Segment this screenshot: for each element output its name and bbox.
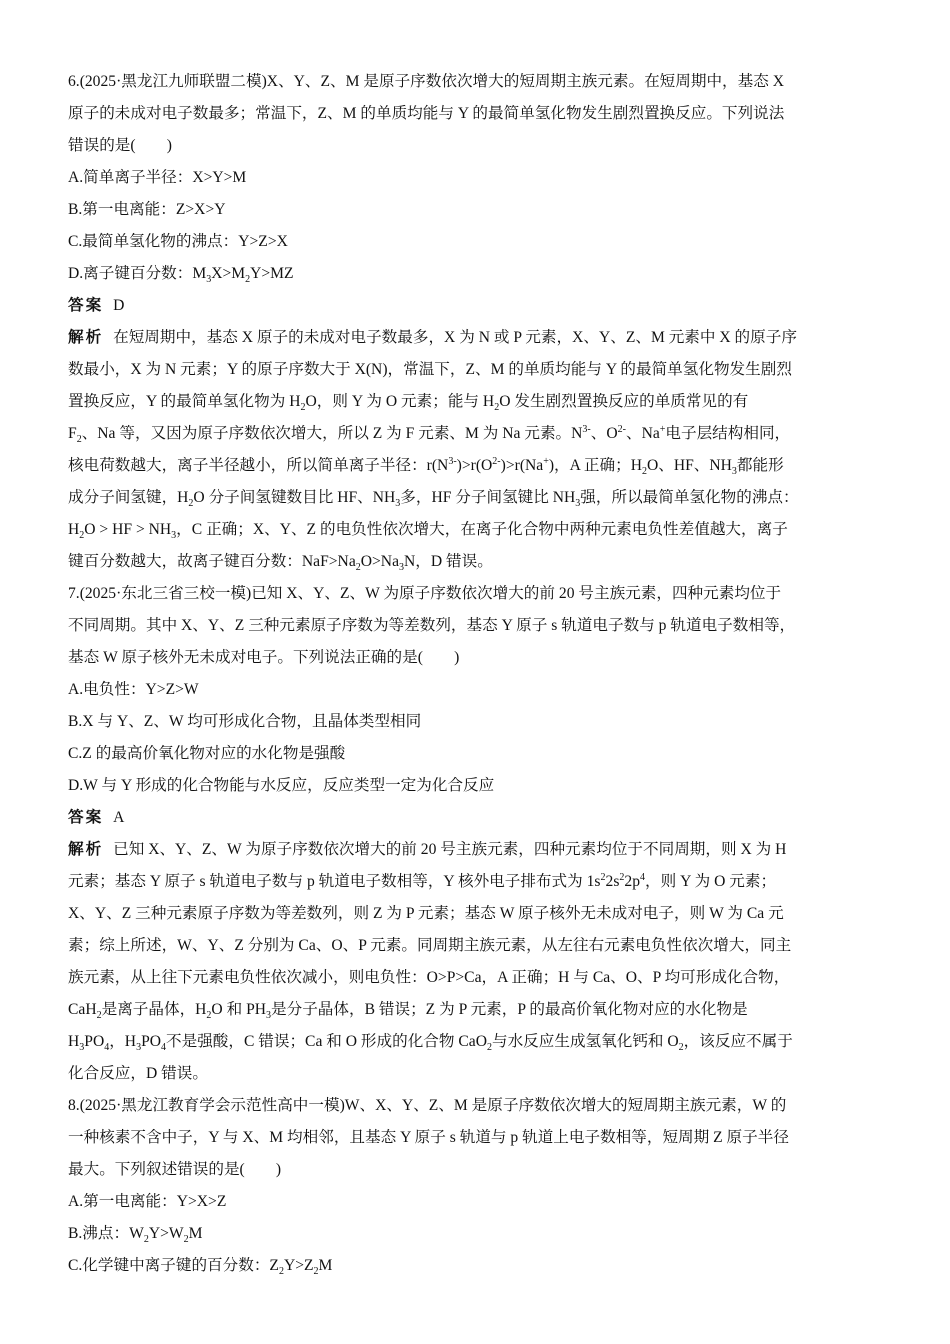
question-7-stem-line-3: 基态 W 原子核外无未成对电子。下列说法正确的是( ) bbox=[68, 649, 460, 666]
question-6-analysis-line-4: $F_2$、Na 等，又因为原子序数依次增大，所以 Z 为 F 元素、M 为 Na 元素。$N^{3-}$、$O^{2-}$、Na+电子层结构相同， bbox=[68, 423, 791, 446]
question-6-option-b: B.第一电离能：Z>X>Y bbox=[68, 201, 226, 218]
question-7-answer bbox=[68, 802, 886, 834]
question-6-analysis-line-3: 置换反应，Y 的最简单氢化物为 $H_2O$，则 Y 为 O 元素；能与 $H_2O$ 发生剧烈置换反应的单质常见的有 bbox=[68, 393, 749, 414]
question-7-option-c: C.Z 的最高价氧化物对应的水化物是强酸 bbox=[68, 745, 346, 762]
question-6-analysis-line-5: 核电荷数越大，离子半径越小，所以简单离子半径：$r(N^{3-})>r(O^{2-})>r(Na^+)$，A 正确；$H_2O$、HF、$NH_3$都能形 bbox=[68, 455, 784, 478]
answer-value: A bbox=[113, 809, 125, 826]
question-7-analysis-line-5: 族元素，从上往下元素电负性依次减小，则电负性：O>P>Ca，A 正确；H 与 Ca、O、P 均可形成化合物， bbox=[68, 969, 790, 986]
question-6-analysis-line-7: $H_2O$ > HF > $NH_3$，C 正确；X、Y、Z 的电负性依次增大，在离子化合物中两种元素电负性差值越大，离子 bbox=[68, 521, 788, 542]
question-7-analysis-line-6: CaH$_2$是离子晶体，$H_2O$ 和 $PH_3$是分子晶体，B 错误；Z 为 P 元素，P 的最高价氧化物对应的水化物是 bbox=[68, 1001, 748, 1022]
question-7-option-d: D.W 与 Y 形成的化合物能与水反应，反应类型一定为化合反应 bbox=[68, 777, 495, 794]
question-8-option-a: A.第一电离能：Y>X>Z bbox=[68, 1193, 227, 1210]
question-7-stem-line-1: 7.(2025·东北三省三校一模)已知 X、Y、Z、W 为原子序数依次增大的前 20 号主族元素，四种元素均位于 bbox=[68, 585, 782, 602]
analysis-label: 解析 bbox=[68, 329, 104, 346]
question-7-analysis-line-8: 化合反应，D 错误。 bbox=[68, 1065, 208, 1082]
question-8-stem-line-1: 8.(2025·黑龙江教育学会示范性高中一模)W、X、Y、Z、M 是原子序数依次增大的短周期主族元素，W 的 bbox=[68, 1097, 787, 1114]
question-6-analysis-line-1: 解析 在短周期中，基态 X 原子的未成对电子数最多，X 为 N 或 P 元素，X、Y、Z、M 元素中 X 的原子序 bbox=[68, 329, 797, 346]
answer-value: D bbox=[113, 297, 125, 314]
question-8-stem-line-2: 一种核素不含中子，Y 与 X、M 均相邻，且基态 Y 原子 s 轨道与 p 轨道上电子数相等，短周期 Z 原子半径 bbox=[68, 1129, 789, 1146]
question-6-option-a: A.简单离子半径：X>Y>M bbox=[68, 169, 247, 186]
question-6 bbox=[68, 66, 886, 578]
question-7-analysis-line-4: 素；综上所述，W、Y、Z 分别为 Ca、O、P 元素。同周期主族元素，从左往右元素电负性依次增大，同主 bbox=[68, 937, 792, 954]
answer-label: 答案 bbox=[68, 809, 104, 826]
question-8-stem-line-3: 最大。下列叙述错误的是( ) bbox=[68, 1161, 282, 1178]
answer-label: 答案 bbox=[68, 297, 104, 314]
question-8-option-c: C.化学键中离子键的百分数：$Z_2Y>Z_2M$ bbox=[68, 1257, 333, 1278]
question-7 bbox=[68, 578, 886, 1090]
question-6-stem-line-2: 原子的未成对电子数最多；常温下，Z、M 的单质均能与 Y 的最简单氢化物发生剧烈置换反应。下列说法 bbox=[68, 105, 785, 122]
question-8-option-b: B.沸点：$W_2Y>W_2M$ bbox=[68, 1225, 203, 1246]
question-6-analysis-line-6: 成分子间氢键，$H_2O$ 分子间氢键数目比 HF、$NH_3$多，HF 分子间氢键比 $NH_3$强，所以最简单氢化物的沸点： bbox=[68, 489, 799, 510]
analysis-label: 解析 bbox=[68, 841, 104, 858]
question-7-analysis-line-2: 元素；基态 Y 原子 s 轨道电子数与 p 轨道电子数相等，Y 核外电子排布式为 $1s^22s^22p^4$，则 Y 为 O 元素； bbox=[68, 871, 777, 890]
question-7-analysis-line-1: 解析 已知 X、Y、Z、W 为原子序数依次增大的前 20 号主族元素，四种元素均位于不同周期，则 X 为 H bbox=[68, 841, 787, 858]
question-6-analysis-line-2: 数最小，X 为 N 元素；Y 的原子序数大于 X(N)，常温下，Z、M 的单质均能与 Y 的最简单氢化物发生剧烈 bbox=[68, 361, 792, 378]
question-6-analysis-line-8: 键百分数越大，故离子键百分数：$NaF>Na_2O>Na_3N$，D 错误。 bbox=[68, 553, 493, 574]
question-7-analysis-line-7: $H_3PO_4$，$H_3PO_4$不是强酸，C 错误；Ca 和 O 形成的化合物 CaO$_2$与水反应生成氢氧化钙和 $O_2$，该反应不属于 bbox=[68, 1033, 793, 1054]
question-7-stem-line-2: 不同周期。其中 X、Y、Z 三种元素原子序数为等差数列，基态 Y 原子 s 轨道电子数与 p 轨道电子数相等， bbox=[68, 617, 796, 634]
question-6-option-c: C.最简单氢化物的沸点：Y>Z>X bbox=[68, 233, 288, 250]
question-6-answer bbox=[68, 290, 886, 322]
question-6-option-d: D.离子键百分数：$M_3X>M_2Y>MZ$ bbox=[68, 265, 294, 286]
question-7-option-a: A.电负性：Y>Z>W bbox=[68, 681, 199, 698]
question-7-analysis-line-3: X、Y、Z 三种元素原子序数为等差数列，则 Z 为 P 元素；基态 W 原子核外无未成对电子，则 W 为 Ca 元 bbox=[68, 905, 784, 922]
document-page bbox=[68, 66, 886, 1282]
question-7-option-b: B.X 与 Y、Z、W 均可形成化合物，且晶体类型相同 bbox=[68, 713, 422, 730]
question-8 bbox=[68, 1090, 886, 1282]
question-6-stem-line-3: 错误的是( ) bbox=[68, 137, 172, 154]
question-6-stem-line-1: 6.(2025·黑龙江九师联盟二模)X、Y、Z、M 是原子序数依次增大的短周期主族元素。在短周期中，基态 X bbox=[68, 73, 784, 90]
